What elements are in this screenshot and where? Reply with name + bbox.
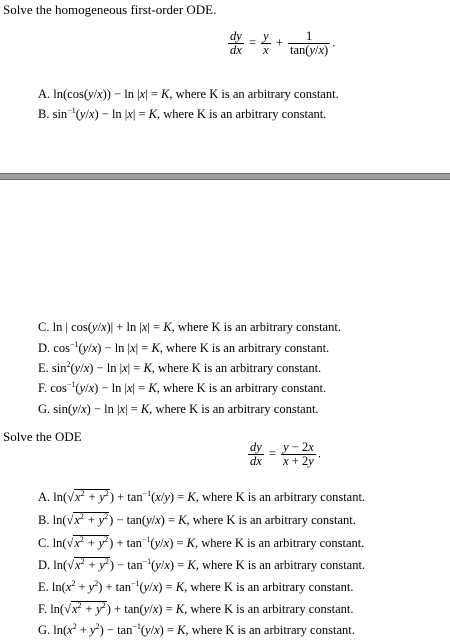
q2-option-d[interactable]: D. $\ln(√x^2 + y^2) - \tan^{-1}(y/x) = K$, where K is an arbitrary constant. [38, 557, 366, 572]
q2-option-b[interactable]: B. $\ln(√x^2 + y^2) - \tan(y/x) = K$, where K is an arbitrary constant. [38, 512, 356, 527]
q2-option-c[interactable]: C. $\ln(√x^2 + y^2) + \tan^{-1}(y/x) = K$, where K is an arbitrary constant. [38, 535, 365, 550]
q1-option-f[interactable]: F. $\cos^{-1}(y/x) - \ln |x| = K$, where K is an arbitrary constant. [38, 380, 327, 395]
q1-option-a[interactable]: A. ln(cos(y/x)) − ln |x| = K, where K is an arbitrary constant. [38, 87, 339, 101]
q2-option-g[interactable]: G. $\ln(x^2 + y^2) - \tan^{-1}(y/x) = K$, where K is an arbitrary constant. [38, 622, 355, 637]
q1-equation: $\frac{dy}{dx}$ = $\frac{y}{x}$ + $\frac{1}{\tan(y/x)}$ . [230, 29, 336, 57]
page-divider [0, 173, 450, 180]
q2-option-a[interactable]: A. $\ln(√x^2 + y^2) + \tan^{-1}(x/y) = K$, where K is an arbitrary constant. [38, 489, 366, 504]
q2-equation: $\frac{dy}{dx}$ = $\frac{y - 2x}{x + 2y}$ . [250, 440, 321, 468]
q2-option-e[interactable]: E. $\ln(x^2 + y^2) + \tan^{-1}(y/x) = K$, where K is an arbitrary constant. [38, 579, 354, 594]
q1-option-e[interactable]: E. $\sin^2(y/x) - \ln |x| = K$, where K is an arbitrary constant. [38, 360, 322, 375]
q1-option-g[interactable]: G. sin(y/x) − ln |x| = K, where K is an arbitrary constant. [38, 402, 319, 416]
q1-prompt: Solve the homogeneous first-order ODE. [3, 2, 217, 17]
q1-option-d[interactable]: D. $\cos^{-1}(y/x) - \ln |x| = K$, where K is an arbitrary constant. [38, 340, 330, 355]
q2-option-f[interactable]: F. $\ln(√x^2 + y^2) + \tan(y/x) = K$, where K is an arbitrary constant. [38, 601, 354, 616]
q2-prompt: Solve the ODE [3, 429, 82, 444]
q1-option-c[interactable]: C. ln | cos(y/x)| + ln |x| = K, where K is an arbitrary constant. [38, 320, 341, 334]
q1-option-b[interactable]: B. $\sin^{-1}(y/x) - \ln |x| = K$, where K is an arbitrary constant. [38, 106, 327, 121]
